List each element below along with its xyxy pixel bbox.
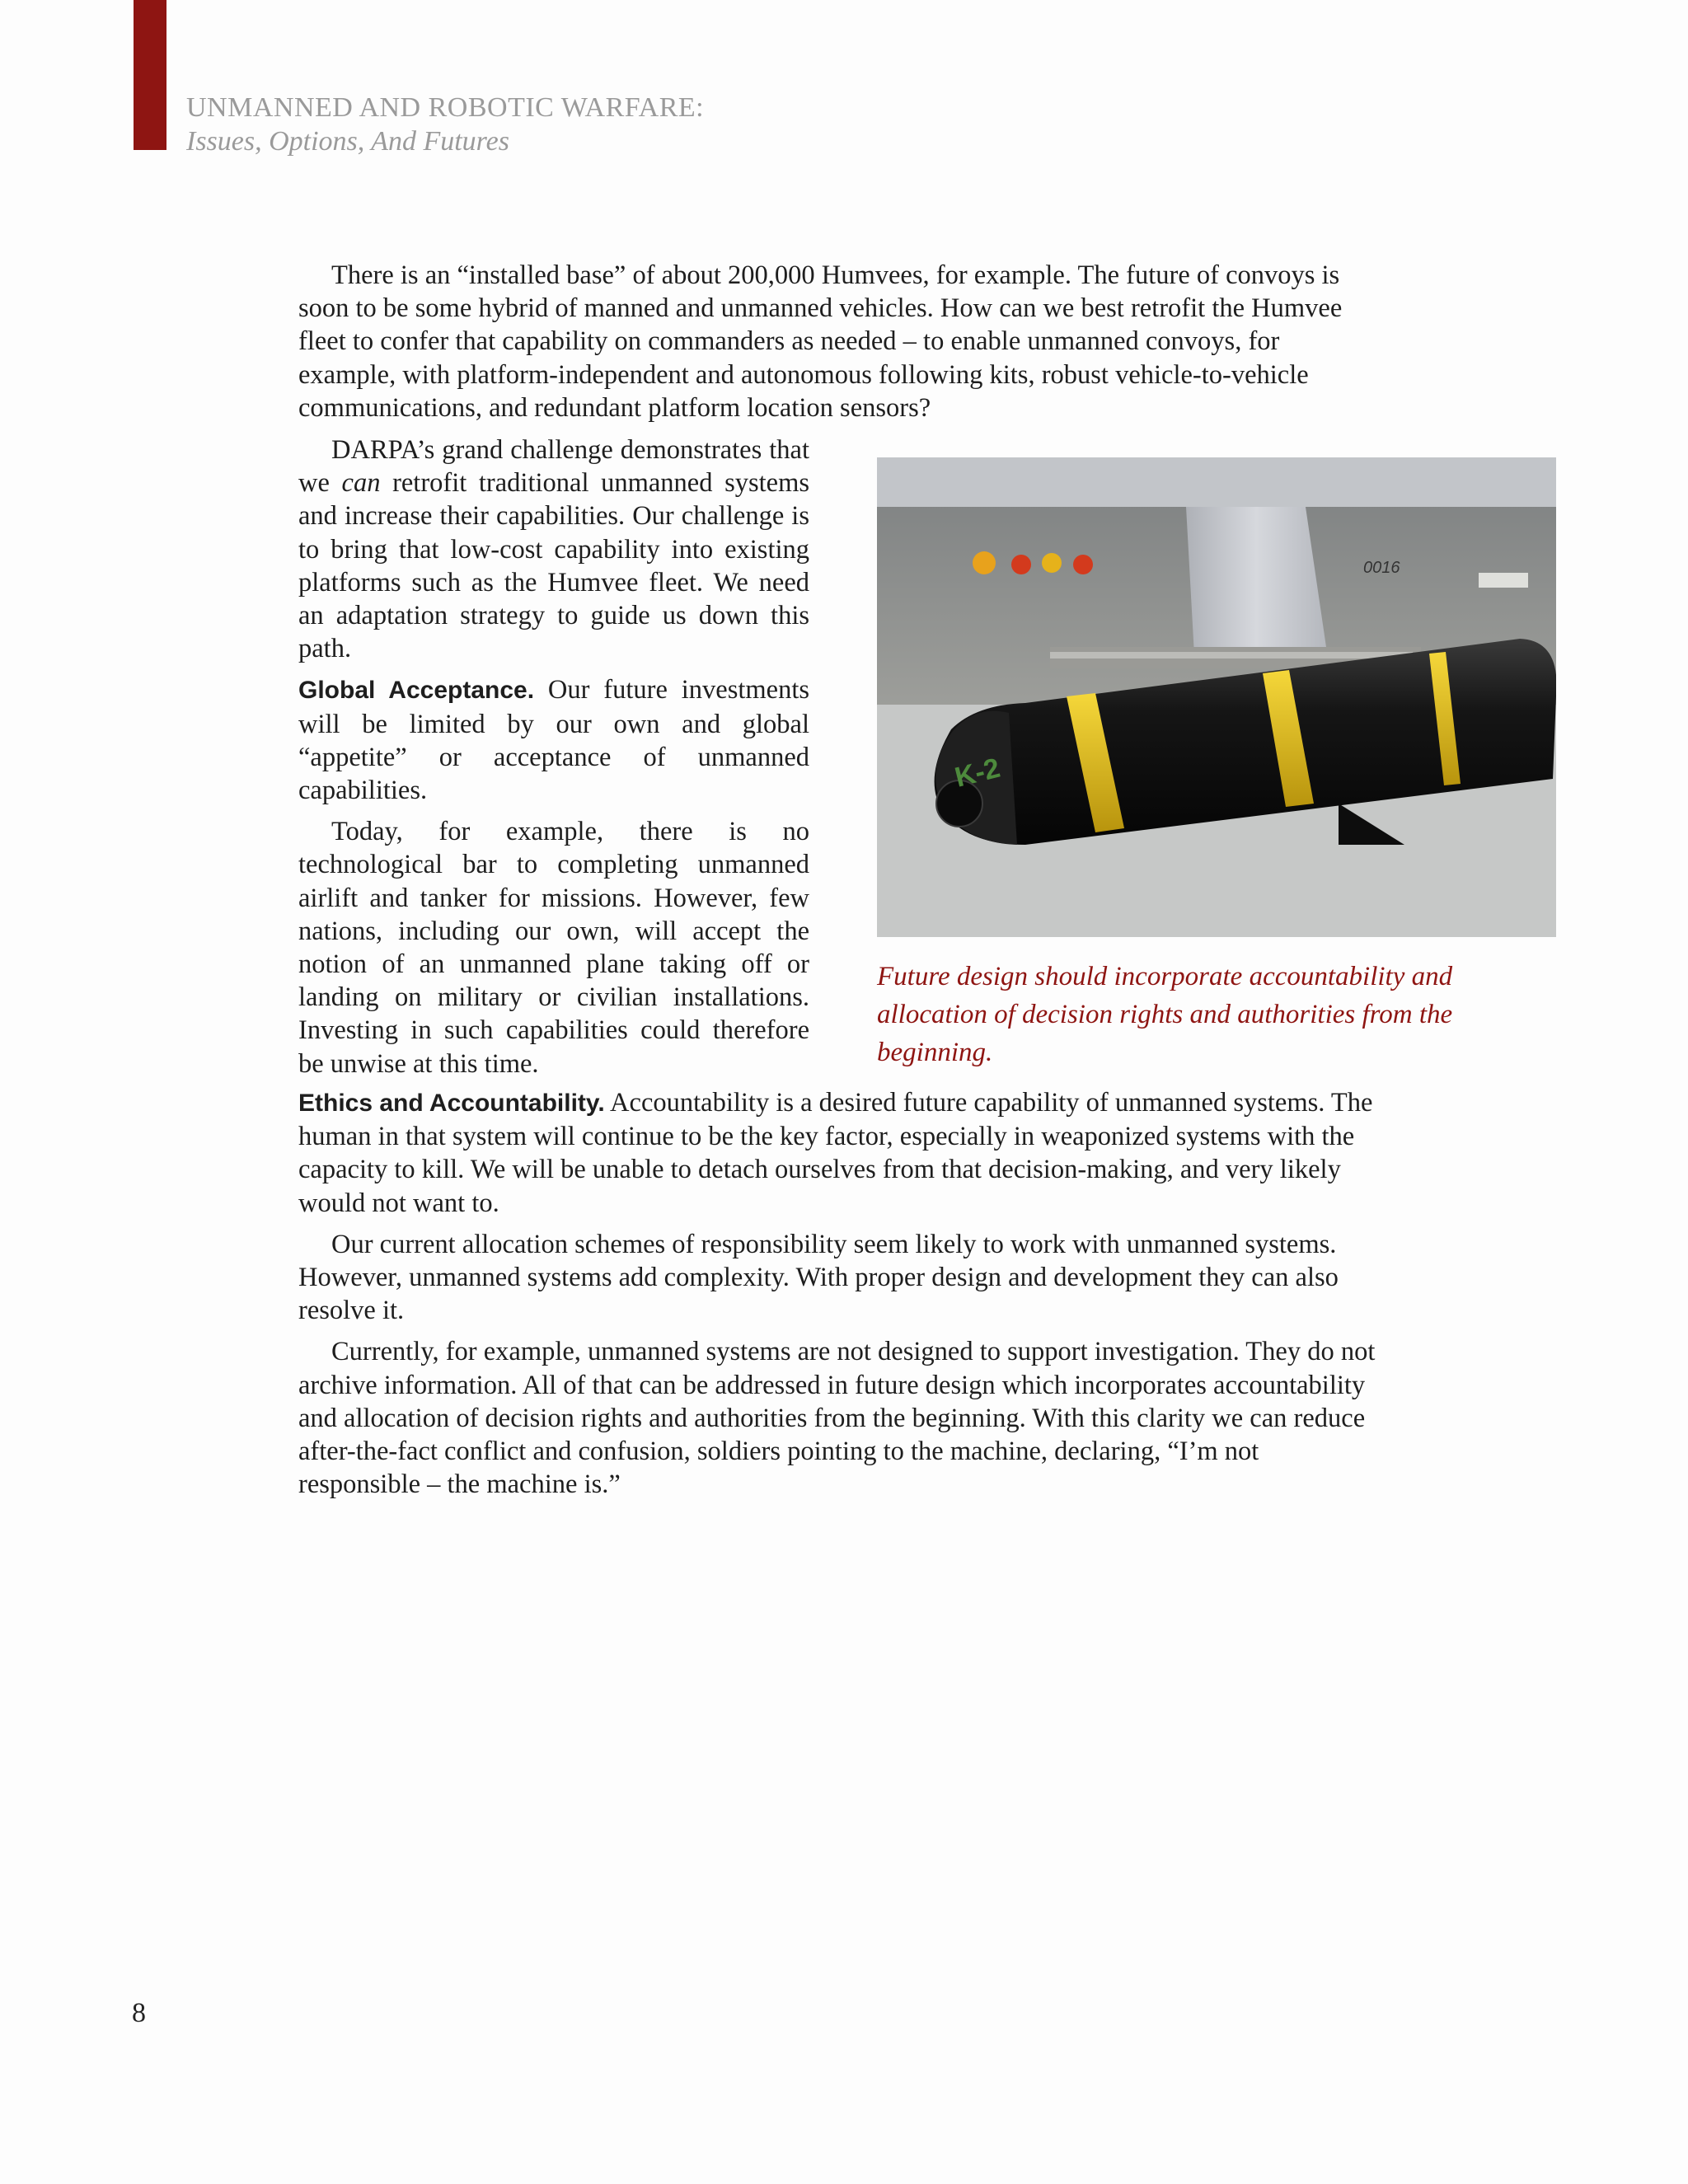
body-bottom xyxy=(298,1086,1378,1509)
paragraph-ethics: Ethics and Accountability. Accountability is a desired future capability of unmanned systems. The human in that system will continue to be the key factor, especially in weaponized systems with the capacity to kill. We will be unable to detach ourselves from that decision-making, and very likely would not want to. xyxy=(298,1088,1373,1218)
heading-global-acceptance: Global Acceptance. xyxy=(298,677,535,705)
missile-photo xyxy=(877,457,1556,937)
header-accent-bar xyxy=(134,0,166,150)
tail-number-label: 0016 xyxy=(1363,559,1400,577)
page-number: 8 xyxy=(132,1998,146,2028)
heading-ethics-accountability: Ethics and Accountability. xyxy=(298,1090,605,1117)
paragraph-currently: Currently, for example, unmanned systems are not designed to support investigation. They do not archive information. All of that can be addressed in future design which incorporates accountability and allocation of decision rights and authorities from the beginning. With this clarity we can reduce after-the-fact conflict and confusion, soldiers pointing to the machine, declaring, “I’m not responsible – the machine is.” xyxy=(298,1337,1376,1500)
paragraph-global-acceptance: Global Acceptance. Our future investments will be limited by our own and global “appetite” or acceptance of unmanned capabilities. xyxy=(298,675,809,806)
paragraph-humvee: There is an “installed base” of about 200,000 Humvees, for example. The future of convoys is soon to be some hybrid of manned and unmanned vehicles. How can we best retrofit the Humvee fleet to confer that capability on commanders as needed – to enable unmanned convoys, for example, with platform-independent and autonomous following kits, robust vehicle-to-vehicle communications, and redundant platform location sensors? xyxy=(298,260,1343,423)
body-top xyxy=(298,259,1378,433)
paragraph-today: Today, for example, there is no technological bar to completing unmanned airlift and tanker for missions. However, few nations, including our own, will accept the notion of an unmanned plane taking off or landing on military or civilian installations. Investing in such capabilities could therefore be unwise at this time. xyxy=(298,817,809,1079)
emphasis-can: can xyxy=(341,468,381,499)
missile-illustration xyxy=(877,457,1556,937)
body-left-column xyxy=(298,434,809,1089)
paragraph-darpa: DARPA’s grand challenge demonstrates that we can retrofit traditional unmanned systems and increase their capabilities. Our challenge is to bring that low-cost capability into existing platforms such as the Humvee fleet. We need an adaptation strategy to guide us down this path. xyxy=(298,435,809,664)
header-subtitle: Issues, Options, And Futures xyxy=(186,126,509,157)
figure-caption: Future design should incorporate accountability and allocation of decision rights and authorities from the beginning. xyxy=(877,962,1453,1067)
paragraph-current-allocation: Our current allocation schemes of responsibility seem likely to work with unmanned systems. However, unmanned systems add complexity. With proper design and development they can also resolve it. xyxy=(298,1229,1339,1326)
header-title: UNMANNED AND ROBOTIC WARFARE: xyxy=(186,92,705,123)
running-header xyxy=(186,91,704,158)
missile-marking: K-2 xyxy=(951,752,1004,794)
